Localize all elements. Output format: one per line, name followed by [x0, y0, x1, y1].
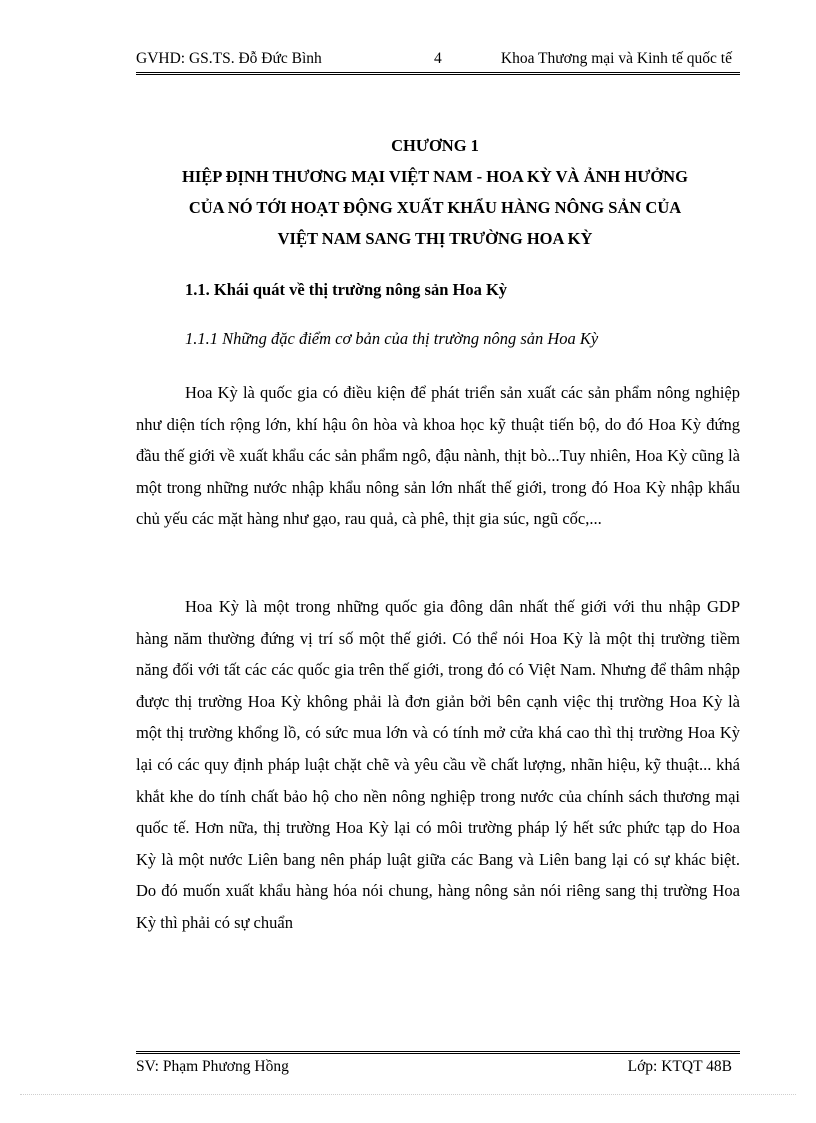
header-advisor: GVHD: GS.TS. Đỗ Đức Bình	[136, 50, 322, 67]
body-paragraph: Hoa Kỳ là một trong những quốc gia đông dân nhất thế giới với thu nhập GDP hàng năm thường đứng vị trí số một thế giới. Có thể nói Hoa Kỳ là một thị trường tiềm năng đối với tất các các quốc gia trên thế giới, trong đó có Việt Nam. Nhưng để thâm nhập được thị trường Hoa Kỳ không phải là đơn giản bởi bên cạnh việc thị trường Hoa Kỳ là một thị trường khổng lồ, có sức mua lớn và có tính mở cửa khá cao thì thị trường Hoa Kỳ lại có các quy định pháp luật chặt chẽ và yêu cầu về chất lượng, nhãn hiệu, kỹ thuật... khá khắt khe do tính chất bảo hộ cho nền nông nghiệp trong nước của chính sách thương mại quốc tế. Hơn nữa, thị trường Hoa Kỳ lại có môi trường pháp lý hết sức phức tạp do Hoa Kỳ là một nước Liên bang nên pháp luật giữa các Bang và Liên bang lại có sự khác biệt. Do đó muốn xuất khẩu hàng hóa nói chung, hàng nông sản nói riêng sang thị trường Hoa Kỳ thì phải có sự chuẩn	[136, 597, 740, 932]
section-heading: 1.1. Khái quát về thị trường nông sản Hoa Kỳ	[185, 280, 508, 299]
chapter-title-line: HIỆP ĐỊNH THƯƠNG MẠI VIỆT NAM - HOA KỲ VÀ ẢNH HƯỞNG	[182, 167, 688, 186]
page-bottom-border	[20, 1094, 796, 1095]
body-paragraph: Hoa Kỳ là quốc gia có điều kiện để phát triển sản xuất các sản phẩm nông nghiệp như diện tích rộng lớn, khí hậu ôn hòa và khoa học kỹ thuật tiến bộ, do đó Hoa Kỳ đứng đầu thế giới về xuất khẩu các sản phẩm ngô, đậu nành, thịt bò...Tuy nhiên, Hoa Kỳ cũng là một trong những nước nhập khẩu nông sản lớn nhất thế giới, trong đó Hoa Kỳ nhập khẩu chủ yếu các mặt hàng như gạo, rau quả, cà phê, thịt gia súc, ngũ cốc,...	[136, 383, 740, 529]
header-faculty: Khoa Thương mại và Kinh tế quốc tế	[500, 50, 732, 67]
chapter-label: CHƯƠNG 1	[391, 136, 479, 155]
footer-rule	[136, 1051, 740, 1054]
subsection-heading: 1.1.1 Những đặc điểm cơ bản của thị trường nông sản Hoa Kỳ	[185, 329, 599, 348]
chapter-title-line: VIỆT NAM SANG THỊ TRƯỜNG HOA KỲ	[277, 229, 593, 248]
header-page-number: 4	[434, 50, 442, 67]
footer-student: SV: Phạm Phương Hồng	[136, 1058, 289, 1075]
footer-class: Lớp: KTQT 48B	[627, 1058, 732, 1075]
chapter-title-line: CỦA NÓ TỚI HOẠT ĐỘNG XUẤT KHẨU HÀNG NÔNG SẢN CỦA	[188, 198, 682, 217]
header-rule	[136, 72, 740, 75]
